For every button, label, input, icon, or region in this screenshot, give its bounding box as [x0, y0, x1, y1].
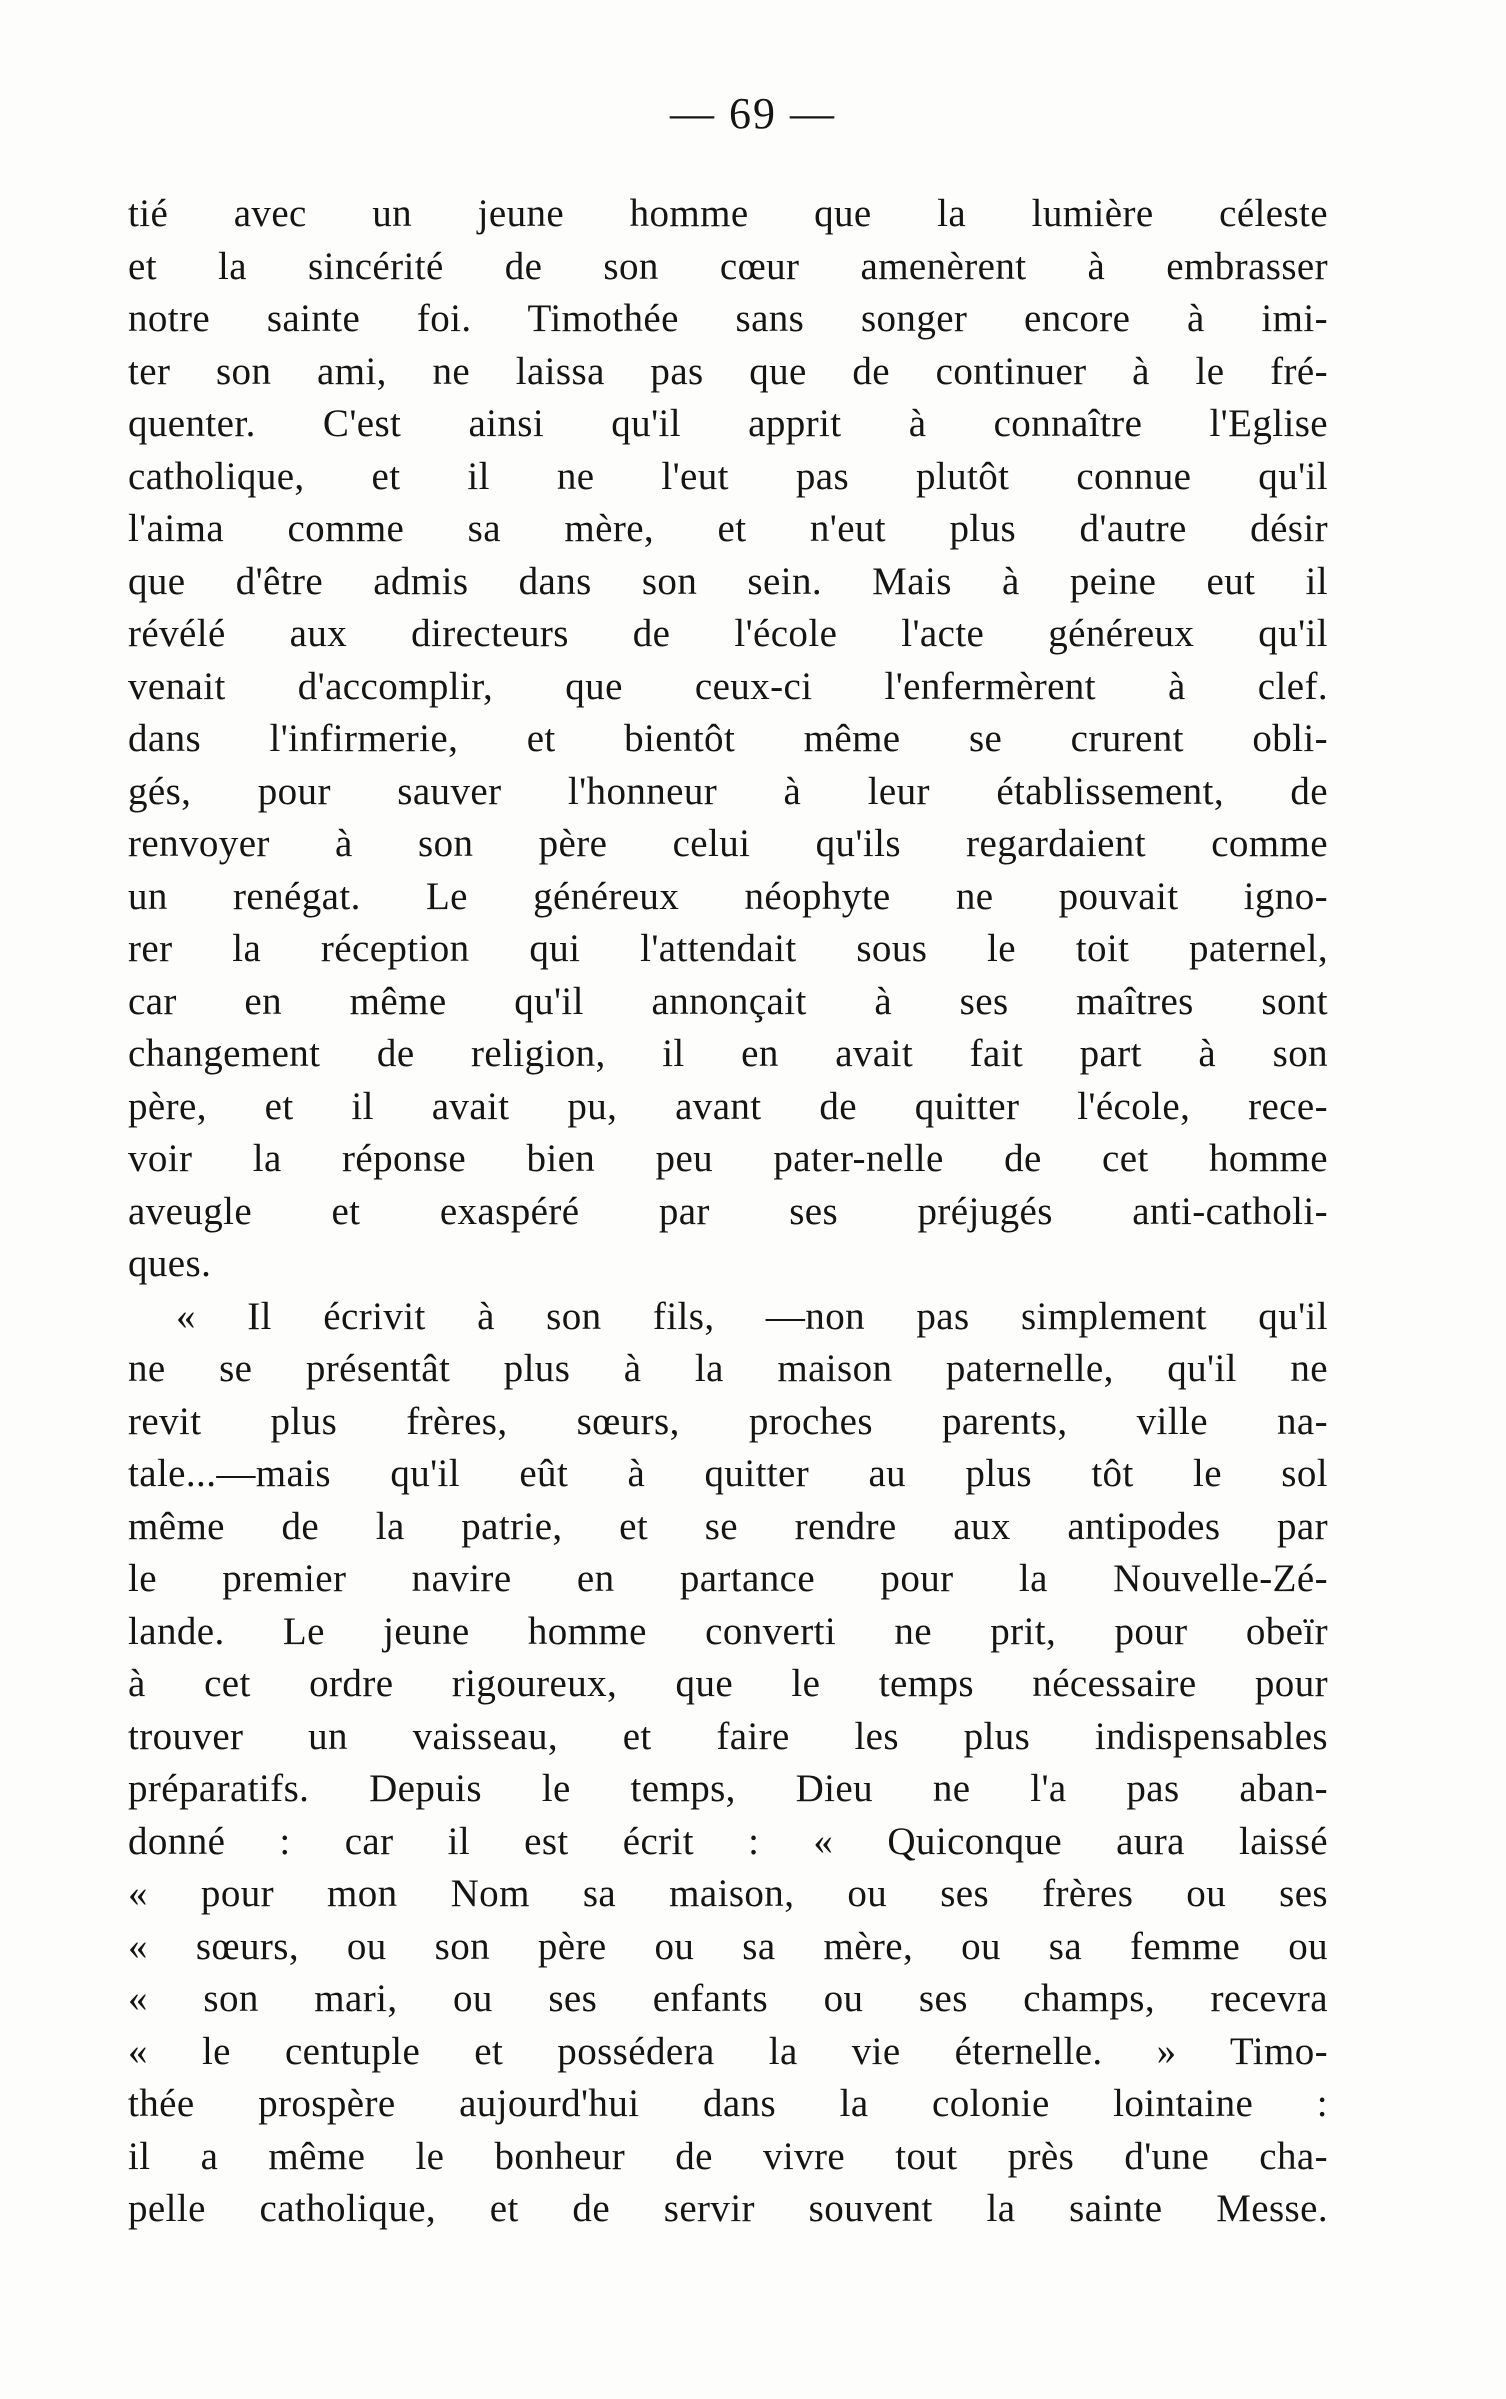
page-number: — 69 — — [670, 89, 836, 138]
text-line: que d'être admis dans son sein. Mais à peine eut il — [128, 559, 1328, 603]
text-line: donné : car il est écrit : « Quiconque aura laissé — [128, 1819, 1328, 1863]
text-line: ter son ami, ne laissa pas que de continuer à le fré- — [128, 349, 1328, 393]
text-line: voir la réponse bien peu pater-nelle de cet homme — [128, 1137, 1328, 1180]
text-line: pelle catholique, et de servir souvent la sainte Messe. — [128, 2187, 1328, 2230]
text-line: « pour mon Nom sa maison, ou ses frères ou ses — [128, 1872, 1328, 1915]
body-text — [128, 188, 1328, 2236]
text-line: le premier navire en partance pour la Nouvelle-Zé- — [128, 1557, 1328, 1600]
text-line: trouver un vaisseau, et faire les plus indispensables — [128, 1714, 1328, 1758]
text-line: « Il écrivit à son fils, —non pas simplement qu'il — [176, 1294, 1328, 1338]
text-line: même de la patrie, et se rendre aux antipodes par — [128, 1504, 1328, 1548]
text-line: tié avec un jeune homme que la lumière céleste — [128, 192, 1328, 235]
text-line: et la sincérité de son cœur amenèrent à embrasser — [128, 244, 1328, 288]
text-line: thée prospère aujourd'hui dans la colonie lointaine : — [128, 2082, 1328, 2125]
text-line: notre sainte foi. Timothée sans songer encore à imi- — [128, 297, 1328, 340]
text-line: catholique, et il ne l'eut pas plutôt connue qu'il — [128, 454, 1328, 498]
text-line: « le centuple et possédera la vie éternelle. » Timo- — [128, 2029, 1328, 2073]
text-line: ques. — [128, 1242, 212, 1285]
text-line: dans l'infirmerie, et bientôt même se crurent obli- — [128, 717, 1328, 760]
text-line: tale...—mais qu'il eût à quitter au plus tôt le sol — [128, 1452, 1328, 1495]
text-line: « sœurs, ou son père ou sa mère, ou sa femme ou — [128, 1924, 1328, 1968]
text-line: préparatifs. Depuis le temps, Dieu ne l'a pas aban- — [128, 1767, 1328, 1810]
text-line: quenter. C'est ainsi qu'il apprit à connaître l'Eglise — [128, 402, 1328, 445]
text-line: aveugle et exaspéré par ses préjugés anti-catholi- — [128, 1189, 1328, 1233]
text-line: revit plus frères, sœurs, proches parents, ville na- — [128, 1399, 1328, 1443]
text-line: l'aima comme sa mère, et n'eut plus d'autre désir — [128, 507, 1328, 550]
text-line: il a même le bonheur de vivre tout près d'une cha- — [128, 2134, 1328, 2178]
text-line: père, et il avait pu, avant de quitter l'école, rece- — [128, 1084, 1328, 1128]
text-line: « son mari, ou ses enfants ou ses champs, recevra — [128, 1977, 1328, 2020]
text-line: gés, pour sauver l'honneur à leur établissement, de — [128, 769, 1328, 813]
text-line: ne se présentât plus à la maison paternelle, qu'il ne — [128, 1347, 1328, 1390]
text-line: à cet ordre rigoureux, que le temps nécessaire pour — [128, 1662, 1328, 1705]
text-line: car en même qu'il annonçait à ses maîtres sont — [128, 979, 1328, 1023]
text-line: lande. Le jeune homme converti ne prit, pour obeïr — [128, 1609, 1328, 1653]
text-line: venait d'accomplir, que ceux-ci l'enfermèrent à clef. — [128, 664, 1328, 708]
text-line: renvoyer à son père celui qu'ils regardaient comme — [128, 822, 1328, 865]
text-line: un renégat. Le généreux néophyte ne pouvait igno- — [128, 874, 1328, 918]
text-line: rer la réception qui l'attendait sous le toit paternel, — [128, 927, 1328, 970]
text-line: révélé aux directeurs de l'école l'acte généreux qu'il — [128, 612, 1328, 655]
text-line: changement de religion, il en avait fait part à son — [128, 1032, 1328, 1075]
